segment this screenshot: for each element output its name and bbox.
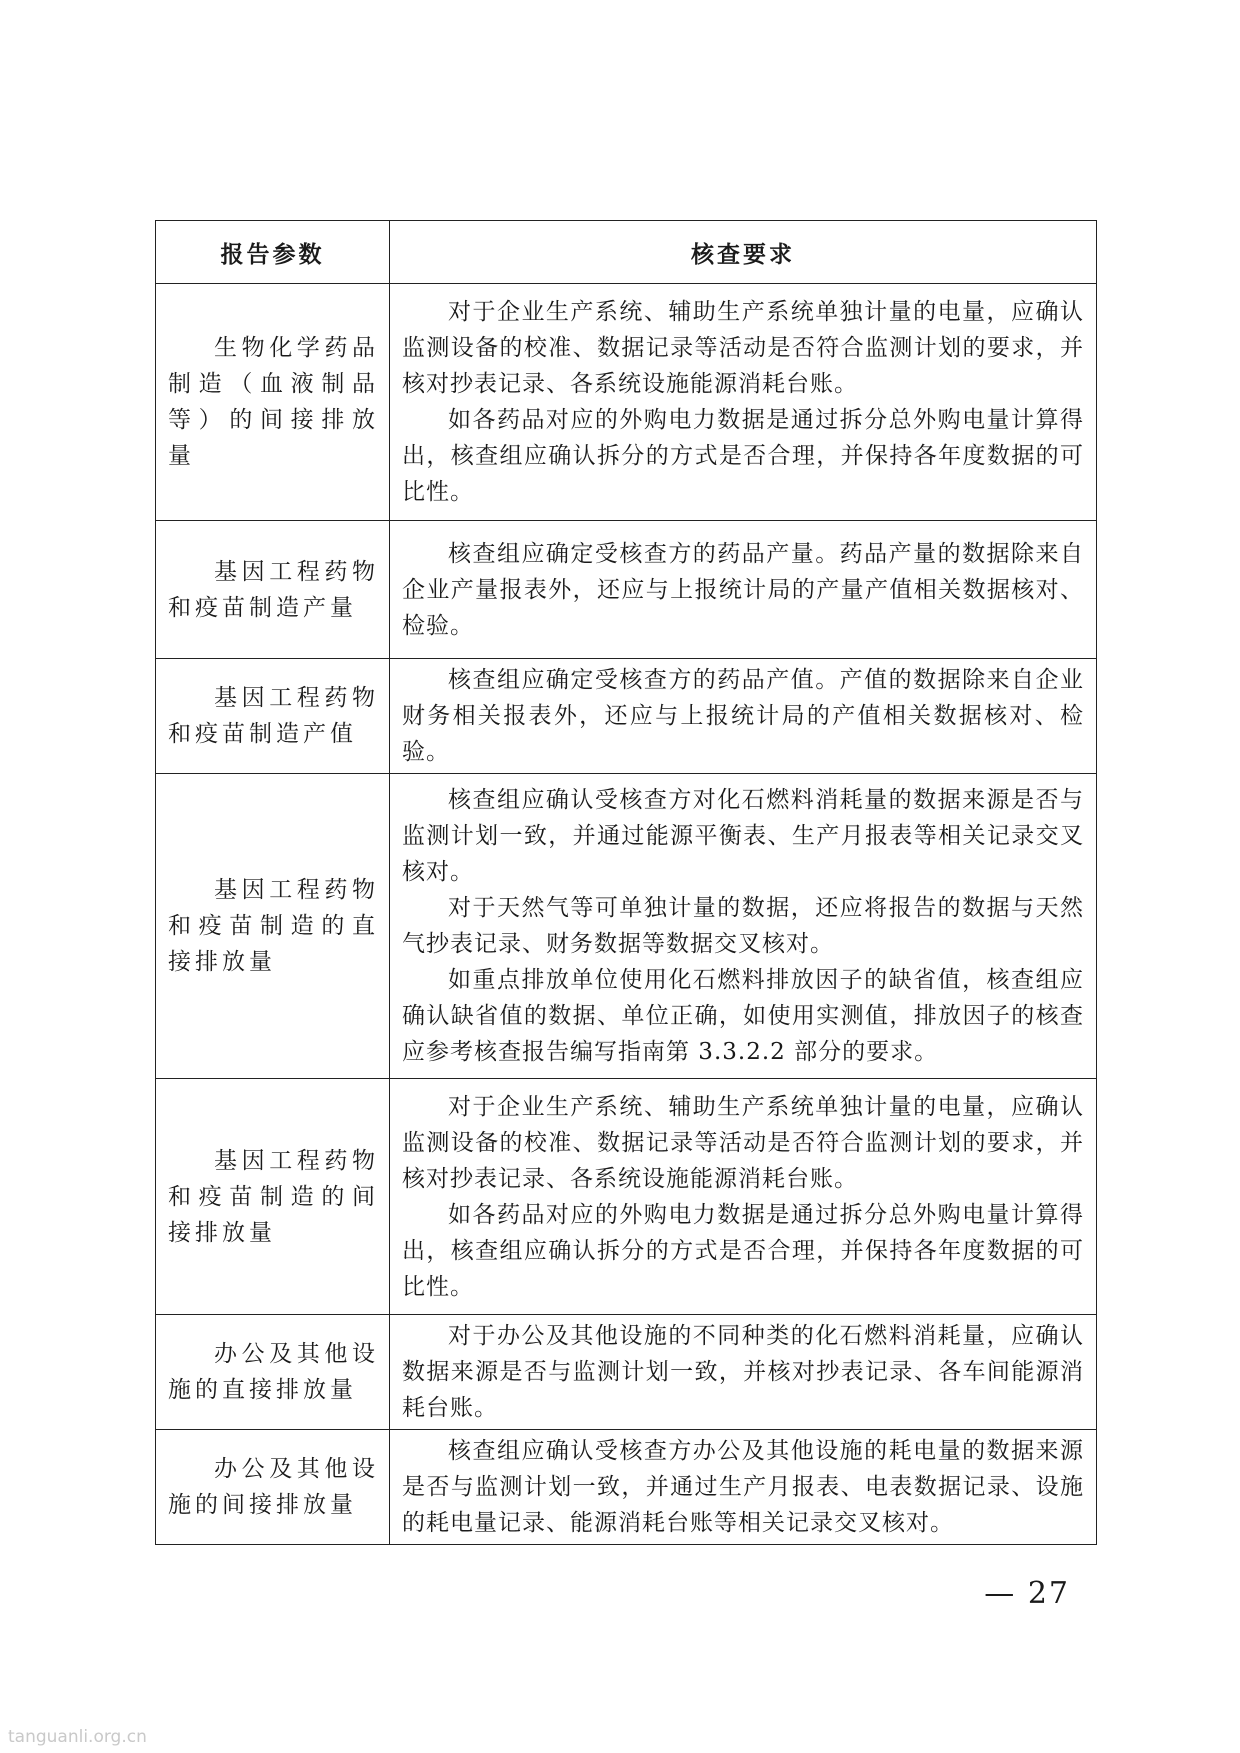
row-requirement <box>390 1315 1097 1430</box>
row-param: 基因工程药物和疫苗制造产量 <box>156 521 390 659</box>
table-body <box>156 284 1097 1545</box>
requirement-paragraph: 核查组应确认受核查方对化石燃料消耗量的数据来源是否与监测计划一致，并通过能源平衡表、生产月报表等相关记录交叉核对。 <box>402 787 1084 885</box>
requirement-paragraph: 核查组应确认受核查方办公及其他设施的耗电量的数据来源是否与监测计划一致，并通过生产月报表、电表数据记录、设施的耗电量记录、能源消耗台账等相关记录交叉核对。 <box>402 1438 1084 1536</box>
row-param: 基因工程药物和疫苗制造产值 <box>156 659 390 774</box>
row-requirement <box>390 284 1097 521</box>
row-param: 基因工程药物和疫苗制造的直接排放量 <box>156 774 390 1079</box>
row-requirement <box>390 521 1097 659</box>
requirement-paragraph: 核查组应确定受核查方的药品产量。药品产量的数据除来自企业产量报表外，还应与上报统计局的产量产值相关数据核对、检验。 <box>402 540 1084 639</box>
table-row <box>156 659 1097 774</box>
page-number: — 27 <box>984 1576 1070 1611</box>
row-requirement <box>390 1430 1097 1545</box>
requirement-paragraph: 对于天然气等可单独计量的数据，还应将报告的数据与天然气抄表记录、财务数据等数据交叉核对。 <box>402 895 1084 957</box>
verification-requirements-table <box>155 220 1097 1545</box>
row-requirement <box>390 774 1097 1079</box>
header-report-parameter: 报告参数 <box>156 221 390 284</box>
row-param: 办公及其他设施的直接排放量 <box>156 1315 390 1430</box>
table-row <box>156 1430 1097 1545</box>
table-header-row <box>156 221 1097 284</box>
requirement-paragraph: 核查组应确定受核查方的药品产值。产值的数据除来自企业财务相关报表外，还应与上报统计局的产值相关数据核对、检验。 <box>402 667 1084 765</box>
header-verification-requirement: 核查要求 <box>390 221 1097 284</box>
requirement-paragraph: 对于企业生产系统、辅助生产系统单独计量的电量，应确认监测设备的校准、数据记录等活动是否符合监测计划的要求，并核对抄表记录、各系统设施能源消耗台账。 <box>402 1093 1084 1192</box>
table-row <box>156 774 1097 1079</box>
requirement-paragraph: 如各药品对应的外购电力数据是通过拆分总外购电量计算得出，核查组应确认拆分的方式是否合理，并保持各年度数据的可比性。 <box>402 1201 1084 1300</box>
requirement-paragraph: 对于企业生产系统、辅助生产系统单独计量的电量，应确认监测设备的校准、数据记录等活动是否符合监测计划的要求，并核对抄表记录、各系统设施能源消耗台账。 <box>402 299 1084 397</box>
watermark-text: tanguanli.org.cn <box>8 1727 147 1747</box>
table-row <box>156 1079 1097 1315</box>
table-row <box>156 1315 1097 1430</box>
row-param: 基因工程药物和疫苗制造的间接排放量 <box>156 1079 390 1315</box>
row-requirement <box>390 1079 1097 1315</box>
table-row <box>156 284 1097 521</box>
table-row <box>156 521 1097 659</box>
requirement-paragraph: 对于办公及其他设施的不同种类的化石燃料消耗量，应确认数据来源是否与监测计划一致，并核对抄表记录、各车间能源消耗台账。 <box>402 1323 1084 1421</box>
requirement-paragraph: 如各药品对应的外购电力数据是通过拆分总外购电量计算得出，核查组应确认拆分的方式是否合理，并保持各年度数据的可比性。 <box>402 407 1084 505</box>
row-param: 办公及其他设施的间接排放量 <box>156 1430 390 1545</box>
row-requirement <box>390 659 1097 774</box>
row-param: 生物化学药品制造（血液制品等）的间接排放量 <box>156 284 390 521</box>
requirement-paragraph: 如重点排放单位使用化石燃料排放因子的缺省值，核查组应确认缺省值的数据、单位正确，如使用实测值，排放因子的核查应参考核查报告编写指南第 3.3.2.2 部分的要求。 <box>402 967 1084 1065</box>
